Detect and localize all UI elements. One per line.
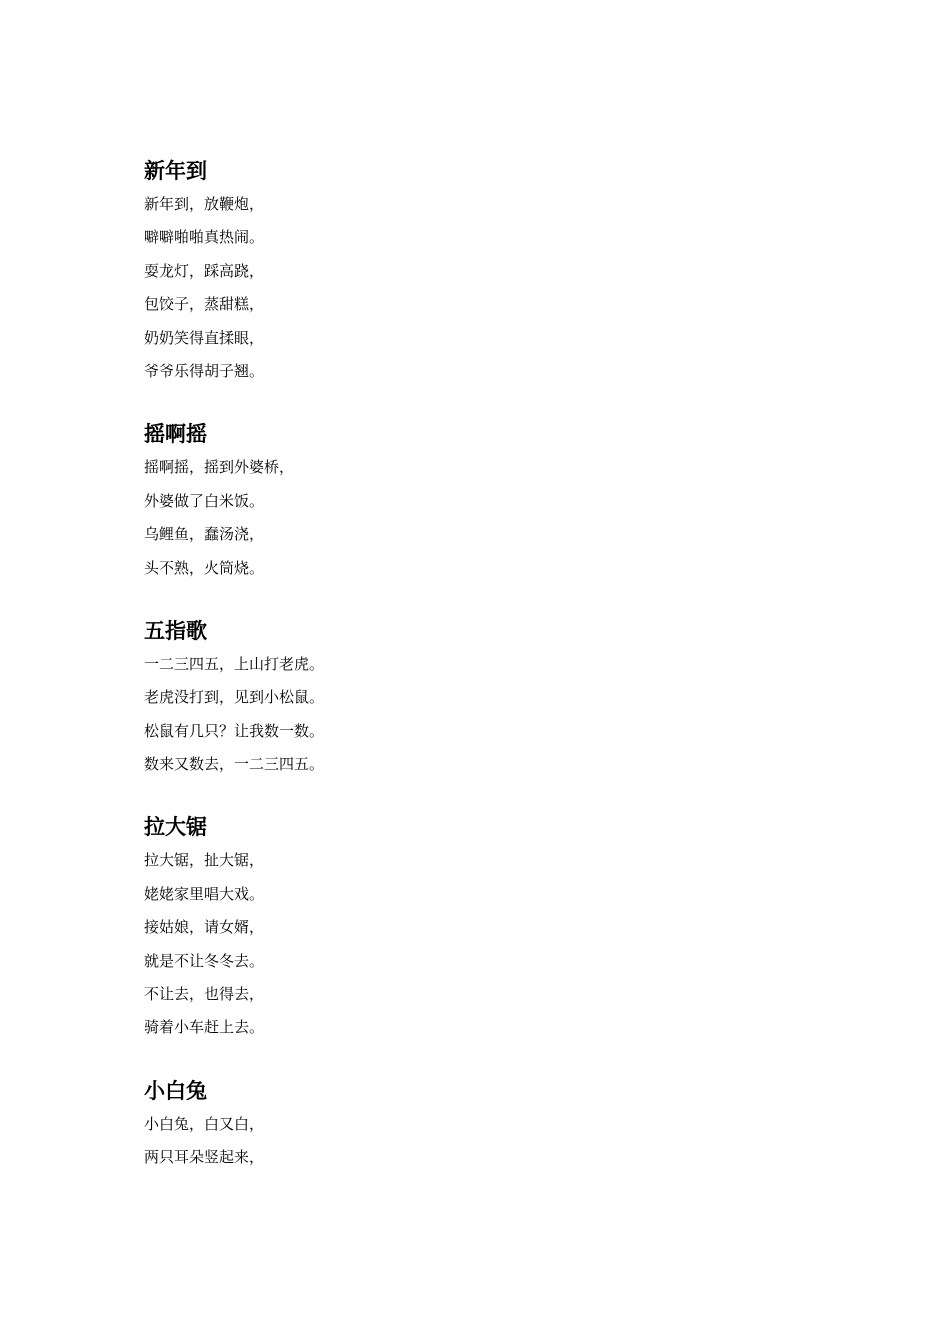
poem-line: 松鼠有几只？让我数一数。 <box>144 721 325 740</box>
poem-xiao-bai-tu <box>144 1074 844 1175</box>
poem-line: 包饺子，蒸甜糕， <box>144 295 265 314</box>
poem-line: 一二三四五，上山打老虎。 <box>144 654 325 673</box>
poem-line: 数来又数去，一二三四五。 <box>144 755 325 774</box>
poem-line: 拉大锯，扯大锯， <box>144 851 265 870</box>
poem-title: 新年到 <box>144 159 207 183</box>
poem-line: 新年到，放鞭炮， <box>144 195 265 213</box>
poem-line: 两只耳朵竖起来， <box>144 1148 265 1167</box>
poem-line: 噼噼啪啪真热闹。 <box>144 228 265 247</box>
poem-xinnian-dao <box>144 154 844 388</box>
poem-wu-zhi-ge <box>144 614 844 782</box>
poem-line: 姥姥家里唱大戏。 <box>144 884 265 903</box>
poem-line: 就是不让冬冬去。 <box>144 951 265 970</box>
poem-line: 摇啊摇，摇到外婆桥， <box>144 458 295 477</box>
poem-line: 外婆做了白米饭。 <box>144 491 265 510</box>
poem-line: 小白兔，白又白， <box>144 1114 265 1133</box>
poem-line: 接姑娘，请女婿， <box>144 918 265 937</box>
poem-title: 摇啊摇 <box>144 422 207 447</box>
poem-line: 骑着小车赶上去。 <box>144 1018 265 1037</box>
poem-list <box>144 154 844 1175</box>
poem-line: 耍龙灯，踩高跷， <box>144 261 265 280</box>
poem-line: 爷爷乐得胡子翘。 <box>144 361 265 380</box>
poem-la-da-ju <box>144 810 844 1044</box>
poem-line: 老虎没打到，见到小松鼠。 <box>144 688 325 707</box>
poem-line: 乌鲤鱼，蠢汤浇， <box>144 525 265 544</box>
poem-line: 头不熟，火筒烧。 <box>144 558 265 577</box>
poem-line: 不让去，也得去， <box>144 985 265 1004</box>
poem-line: 奶奶笑得直揉眼， <box>144 328 265 347</box>
poem-title: 小白兔 <box>144 1078 207 1103</box>
poem-title: 五指歌 <box>144 618 207 643</box>
poem-yao-a-yao <box>144 417 844 585</box>
poem-title: 拉大锯 <box>144 815 207 840</box>
